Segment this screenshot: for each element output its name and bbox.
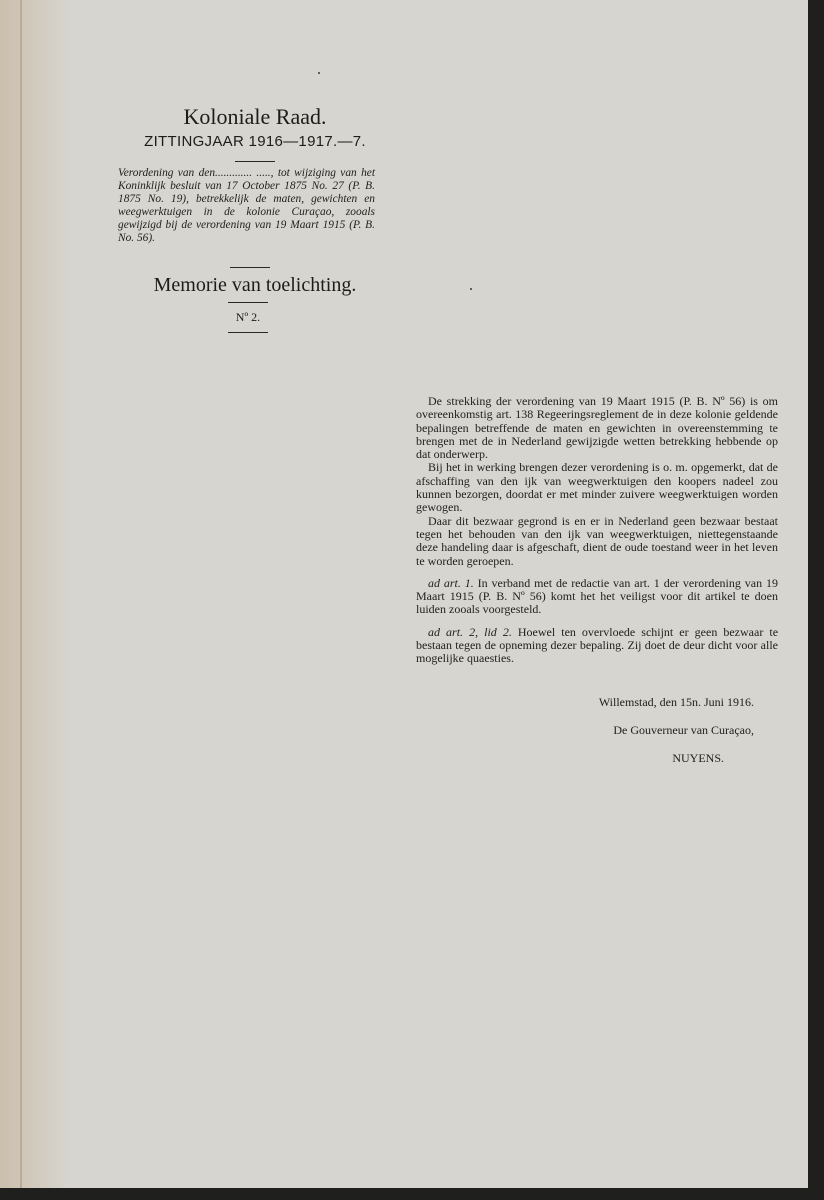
subject-text: Verordening van den............. ....., tot wijziging van het Koninklijk besluit van 17 October 1875 No. 27 (P. B. 1875 No. 19), betrekkelijk de maten, gewichten en weegwerktuigen in de kolonie Curaçao, zooals gewijzigd bij de verordening van 19 Maart 1915 (P. B. No. 56). bbox=[118, 167, 375, 244]
paragraph: Bij het in werking brengen dezer verordening is o. m. opgemerkt, dat de afschaffing van den ijk van weegwerktuigen den koopers nadeel zou kunnen bezorgen, doordat er met minder zuivere weegwerktuigen worden gewogen. bbox=[416, 460, 778, 515]
session-line: ZITTINGJAAR 1916—1917.—7. bbox=[144, 133, 366, 150]
paragraph-ad-art-1 bbox=[416, 577, 778, 617]
scan-border bbox=[808, 0, 824, 1200]
memorie-heading: Memorie van toelichting. bbox=[153, 274, 357, 296]
body-text bbox=[416, 395, 778, 666]
place-date: Willemstad, den 15n. Juni 1916. bbox=[598, 695, 754, 709]
header bbox=[110, 104, 400, 172]
fold-line bbox=[20, 0, 22, 1188]
signatory-office: De Gouverneur van Curaçao, bbox=[613, 723, 754, 737]
paragraph-text: Hoewel ten overvloede schijnt er geen bezwaar te bestaan tegen de opneming dezer bepaling. Zij doet de deur dicht voor alle mogelijke quaesties. bbox=[416, 624, 779, 666]
article-label: ad art. 1. bbox=[428, 575, 474, 590]
paper-speck bbox=[470, 288, 472, 290]
paragraph: De strekking der verordening van 19 Maart 1915 (P. B. Nº 56) is om overeenkomstig art. 138 Regeeringsreglement de in deze kolonie geldende bepalingen betreffende de maten en gewichten in overeenstemming te brengen met de in Nederland gewijzigde wetten betrekking hebbende op dat onderwerp. bbox=[416, 394, 778, 462]
article-label: ad art. 2, lid 2. bbox=[428, 624, 512, 639]
divider bbox=[228, 332, 268, 333]
document-title: Koloniale Raad. bbox=[183, 104, 327, 129]
divider bbox=[235, 161, 275, 162]
divider bbox=[230, 267, 270, 268]
divider bbox=[228, 302, 268, 303]
paper-stain bbox=[0, 0, 70, 1188]
paper-speck bbox=[318, 72, 320, 74]
paragraph: Daar dit bezwaar gegrond is en er in Nederland geen bezwaar bestaat tegen het behouden van den ijk van weegwerktuigen, niettegenstaande deze handeling daar is afgeschaft, dient de oude toestand weer in het leven te worden geroepen. bbox=[416, 513, 778, 568]
signatory-name: NUYENS. bbox=[672, 751, 724, 765]
paragraph-ad-art-2 bbox=[416, 626, 778, 666]
paragraph-text: In verband met de redactie van art. 1 der verordening van 19 Maart 1915 (P. B. Nº 56) komt het het veiligst voor dit artikel te doen luiden zooals voorgesteld. bbox=[416, 575, 778, 617]
scan-border bbox=[0, 1188, 824, 1200]
document-number: Nº 2. bbox=[235, 310, 261, 324]
